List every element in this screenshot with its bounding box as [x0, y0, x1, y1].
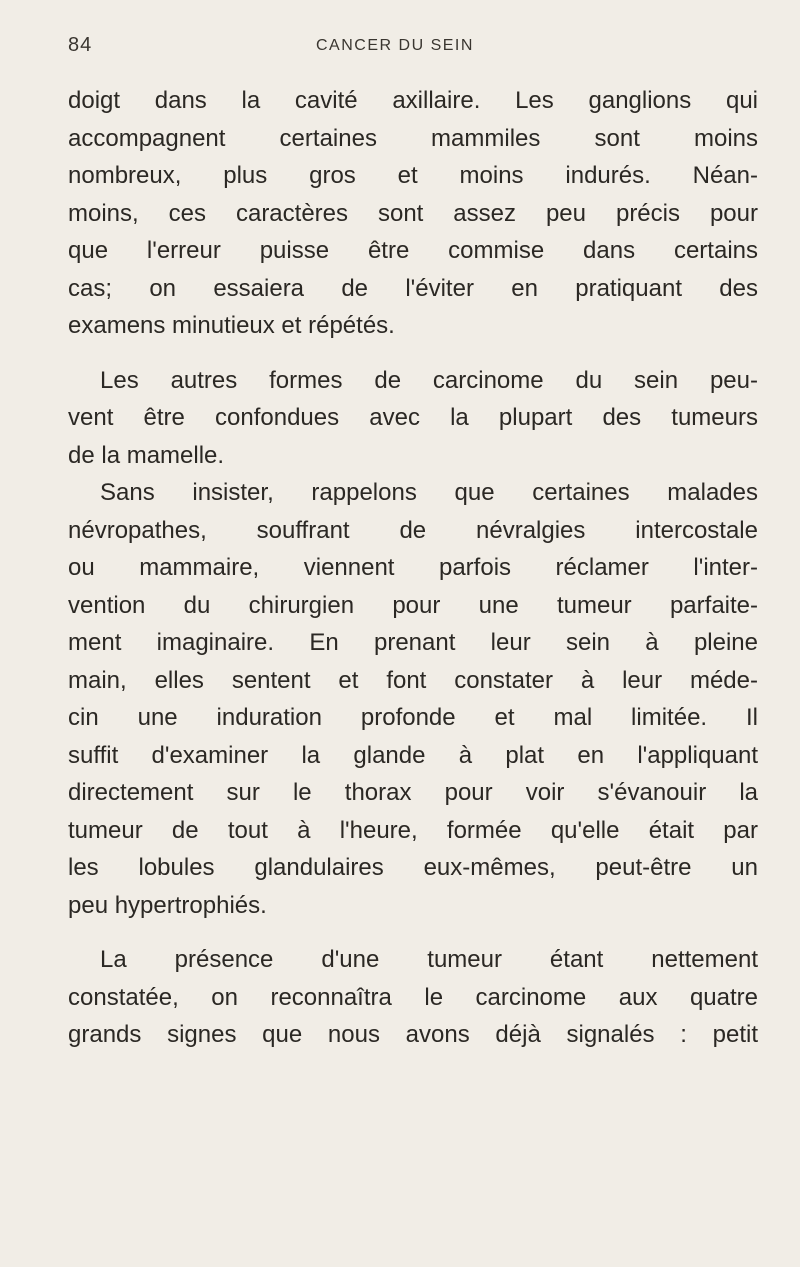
text-line: examens minutieux et répétés. — [68, 312, 395, 339]
text-line: moins, ces caractères sont assez peu précis pour — [68, 199, 758, 227]
paragraph-4 — [68, 941, 758, 1054]
text-line: Sans insister, rappelons que certaines malades — [100, 479, 758, 506]
text-line: tumeur de tout à l'heure, formée qu'elle était par — [68, 816, 758, 844]
text-line: directement sur le thorax pour voir s'évanouir la — [68, 779, 758, 806]
text-line: doigt dans la cavité axillaire. Les ganglions qui — [68, 87, 758, 114]
text-line: main, elles sentent et font constater à leur méde- — [68, 666, 758, 694]
text-line: névropathes, souffrant de névralgies intercostale — [68, 516, 758, 544]
paragraph-gap — [68, 924, 758, 941]
text-line: cin une induration profonde et mal limitée. Il — [68, 704, 758, 731]
page-header — [68, 34, 750, 60]
text-line: ment imaginaire. En prenant leur sein à pleine — [68, 629, 758, 656]
text-line: suffit d'examiner la glande à plat en l'appliquant — [68, 741, 758, 769]
text-line: La présence d'une tumeur étant nettement — [100, 946, 758, 973]
text-line: de la mamelle. — [68, 441, 225, 469]
text-line: nombreux, plus gros et moins indurés. Néan- — [68, 162, 758, 189]
text-line: constatée, on reconnaîtra le carcinome aux quatre — [68, 983, 758, 1011]
text-line: vent être confondues avec la plupart des tumeurs — [68, 404, 758, 431]
paragraph-3 — [68, 474, 758, 924]
text-line: cas; on essaiera de l'éviter en pratiquant des — [68, 274, 758, 302]
text-line: Les autres formes de carcinome du sein peu- — [100, 366, 758, 394]
text-line: que l'erreur puisse être commise dans certains — [68, 237, 758, 264]
running-title: CANCER DU SEIN — [316, 37, 474, 54]
text-line: les lobules glandulaires eux-mêmes, peut-être un — [68, 854, 758, 881]
text-line: accompagnent certaines mammiles sont moins — [68, 124, 758, 152]
body-text — [68, 82, 758, 1054]
text-line: peu hypertrophiés. — [68, 891, 267, 919]
text-line: vention du chirurgien pour une tumeur parfaite- — [68, 591, 758, 619]
paragraph-1 — [68, 82, 758, 345]
page-number: 84 — [68, 34, 93, 56]
text-line: grands signes que nous avons déjà signalés : petit — [68, 1021, 758, 1048]
paragraph-gap — [68, 345, 758, 362]
paragraph-2 — [68, 362, 758, 475]
text-line: ou mammaire, viennent parfois réclamer l'inter- — [68, 554, 758, 581]
